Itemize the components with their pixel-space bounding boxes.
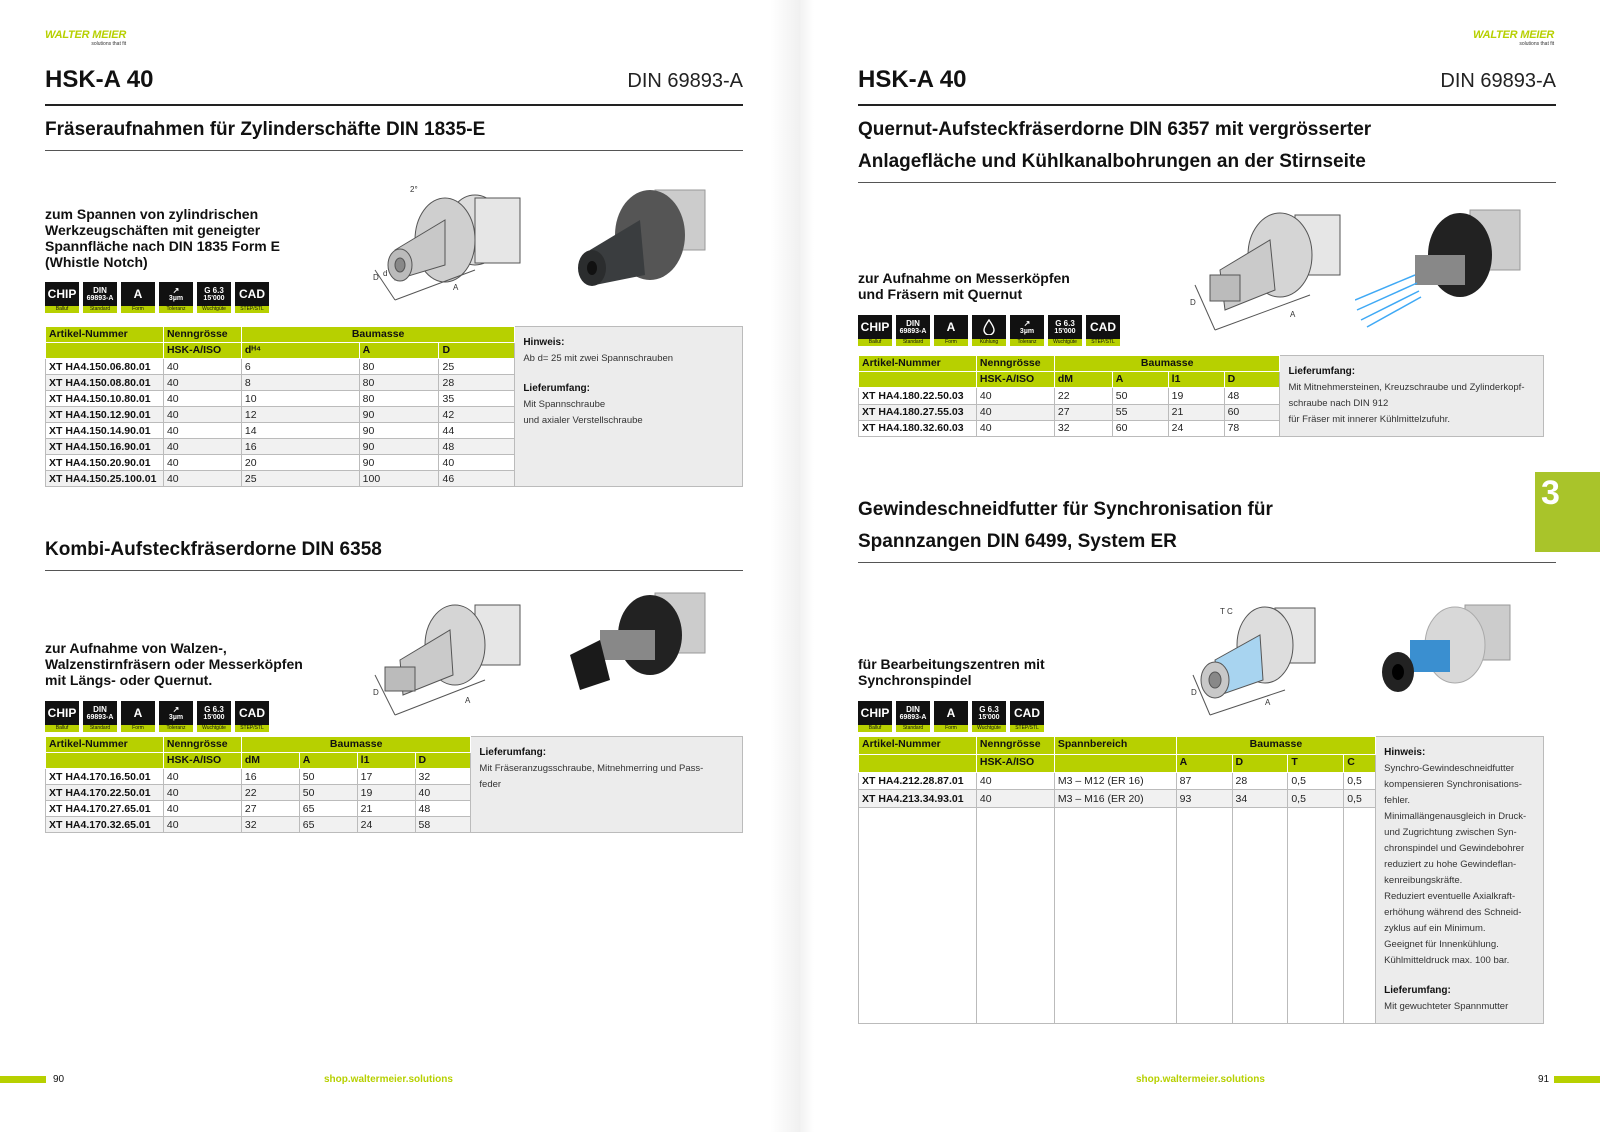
section-description: zur Aufnahme von Walzen-, Walzenstirnfräsern oder Messerköpfen mit Längs- oder Quernut. (45, 640, 303, 688)
svg-text:d: d (383, 269, 388, 278)
table-row: XT HA4.150.08.80.01 40 8 80 28 (46, 375, 743, 391)
page-title: HSK-A 40 (858, 66, 967, 93)
feature-badges (45, 701, 269, 732)
table-row: XT HA4.180.27.55.03 40 27 55 21 60 (859, 404, 1544, 420)
standard-label: DIN 69893-A (1440, 70, 1556, 92)
section-title: Fräseraufnahmen für Zylinderschäfte DIN 1835-E (45, 114, 743, 151)
table-row: XT HA4.150.16.90.01 40 16 90 48 (46, 439, 743, 455)
page-number: 90 (53, 1074, 65, 1085)
footer-bar (0, 1076, 46, 1083)
shop-link[interactable]: shop.waltermeier.solutions (1136, 1074, 1265, 1085)
feature-badges (858, 701, 1044, 732)
badge-chip: CHIP Balluf (45, 701, 79, 732)
water-drop-icon (982, 319, 996, 335)
table-row: XT HA4.180.32.60.03 40 32 60 24 78 (859, 420, 1544, 436)
product-photo (570, 180, 720, 290)
svg-text:A: A (453, 283, 459, 292)
table-row: XT HA4.170.32.65.01 40 32 65 24 58 (46, 817, 743, 833)
table-row: XT HA4.213.34.93.01 40 M3 – M16 (ER 20) 93 34 0,5 0,5 (859, 790, 1544, 808)
badge-chip: CHIP Balluf (45, 282, 79, 313)
badge-balance: G 6.3 15'000 Wuchtgüte (197, 701, 231, 732)
badge-cooling: Kühlung (972, 315, 1006, 346)
table-row: XT HA4.150.14.90.01 40 14 90 44 (46, 423, 743, 439)
product-table: Artikel-Nummer Nenngrösse Baumasse Lieferumfang: Mit Fräseranzugsschraube, Mitnehmerring und Pass- feder HSK-A/ISO dM A l1 D XT HA4.170.16.50.01 40 16 50 17 32 XT HA4.170.22.50.01 40 22 50 19 40 XT HA4.170.27.65.01 40 27 65 21 48 XT HA4.170.32.65.01 40 32 65 24 58 (45, 736, 743, 833)
product-photo (1355, 205, 1530, 340)
svg-text:A: A (1290, 310, 1296, 319)
badge-cad[interactable]: CAD STEP/STL (235, 282, 269, 313)
badge-din: DIN 69893-A Standard (83, 282, 117, 313)
table-row: XT HA4.170.16.50.01 40 16 50 17 32 (46, 769, 743, 785)
badge-cad[interactable]: CAD STEP/STL (1010, 701, 1044, 732)
product-table: Artikel-Nummer Nenngrösse Spannbereich Baumasse Hinweis: Synchro-Gewindeschneidfutter kompensieren Synchronisations- fehler. Minimallängenausgleich in Druck- und Zugrichtung zwischen Syn- chronspindel und Gewindebohrer reduziert zu hohe Gewindeflan- kenreibungskräfte. Reduziert eventuelle Axialkraft- erhöhung während des Schneid- zyklus auf ein Minimum. Geeignet für Innenkühlung. Kühlmitteldruck max. 100 bar. Lieferumfang: Mit gewuchteter Spannmutter HSK-A/ISO A D T C XT HA4.212.28.87.01 40 M3 – M12 (ER 16) 87 28 0,5 0,5 XT HA4.213.34.93.01 40 M3 – M16 (ER 20) 93 34 0,5 0,5 (858, 736, 1544, 1024)
table-row: XT HA4.150.06.80.01 40 6 80 25 (46, 359, 743, 375)
shop-link[interactable]: shop.waltermeier.solutions (324, 1074, 453, 1085)
section-title: Gewindeschneidfutter für Synchronisation für Spannzangen DIN 6499, System ER (858, 494, 1556, 563)
product-photo (1370, 600, 1520, 710)
table-note: Hinweis: Ab d= 25 mit zwei Spannschrauben Lieferumfang: Mit Spannschraube und axialer Verstellschraube (515, 327, 743, 487)
svg-text:2°: 2° (410, 185, 418, 194)
section-title: Quernut-Aufsteckfräserdorne DIN 6357 mit vergrösserter Anlagefläche und Kühlkanalbohrungen an der Stirnseite (858, 114, 1556, 183)
table-row: XT HA4.150.25.100.01 40 25 100 46 (46, 471, 743, 487)
tolerance-arrow-icon: ↗ (172, 704, 180, 714)
badge-balance: G 6.3 15'000 Wuchtgüte (972, 701, 1006, 732)
section-description: für Bearbeitungszentren mit Synchronspindel (858, 656, 1045, 688)
badge-din: DIN 69893-A Standard (896, 315, 930, 346)
table-row: XT HA4.150.12.90.01 40 12 90 42 (46, 407, 743, 423)
table-row: XT HA4.212.28.87.01 40 M3 – M12 (ER 16) 87 28 0,5 0,5 (859, 772, 1544, 790)
right-page (800, 0, 1600, 1132)
page-title: HSK-A 40 (45, 66, 154, 93)
badge-tolerance: ↗ 3µm Toleranz (159, 282, 193, 313)
svg-text:D: D (1191, 688, 1197, 697)
badge-cad[interactable]: CAD STEP/STL (1086, 315, 1120, 346)
badge-tolerance: ↗ 3µm Toleranz (1010, 315, 1044, 346)
badge-balance: G 6.3 15'000 Wuchtgüte (197, 282, 231, 313)
badge-din: DIN 69893-A Standard (83, 701, 117, 732)
svg-text:D: D (373, 688, 379, 697)
table-row: XT HA4.170.22.50.01 40 22 50 19 40 (46, 785, 743, 801)
section-title: Kombi-Aufsteckfräserdorne DIN 6358 (45, 534, 743, 571)
brand-logo: WALTER MEIER solutions that fit (45, 29, 127, 47)
table-note: Lieferumfang: Mit Fräseranzugsschraube, Mitnehmerring und Pass- feder (471, 737, 743, 833)
page-header (45, 66, 743, 106)
badge-form: A Form (934, 701, 968, 732)
svg-text:D: D (373, 273, 379, 282)
chapter-tab[interactable]: 3 (1535, 472, 1600, 552)
svg-text:T C: T C (1220, 607, 1233, 616)
svg-text:A: A (1265, 698, 1271, 707)
tolerance-arrow-icon: ↗ (172, 285, 180, 295)
table-note: Hinweis: Synchro-Gewindeschneidfutter kompensieren Synchronisations- fehler. Minimallängenausgleich in Druck- und Zugrichtung zwischen Syn- chronspindel und Gewindebohrer reduziert zu hohe Gewindeflan- kenreibungskräfte. Reduziert eventuelle Axialkraft- erhöhung während des Schneid- zyklus auf ein Minimum. Geeignet für Innenkühlung. Kühlmitteldruck max. 100 bar. Lieferumfang: Mit gewuchteter Spannmutter (1376, 737, 1544, 1024)
badge-din: DIN 69893-A Standard (896, 701, 930, 732)
product-table: Artikel-Nummer Nenngrösse Baumasse Lieferumfang: Mit Mitnehmersteinen, Kreuzschraube und Zylinderkopf- schraube nach DIN 912 für Fräser mit innerer Kühlmittelzufuhr. HSK-A/ISO dM A l1 D XT HA4.180.22.50.03 40 22 50 19 48 XT HA4.180.27.55.03 40 27 55 21 60 XT HA4.180.32.60.03 40 32 60 24 78 (858, 355, 1544, 437)
badge-form: A Form (121, 701, 155, 732)
badge-chip: CHIP Balluf (858, 701, 892, 732)
badge-cad[interactable]: CAD STEP/STL (235, 701, 269, 732)
table-row: XT HA4.170.27.65.01 40 27 65 21 48 (46, 801, 743, 817)
product-table: Artikel-Nummer Nenngrösse Baumasse Hinweis: Ab d= 25 mit zwei Spannschrauben Lieferumfang: Mit Spannschraube und axialer Verstellschraube HSK-A/ISO dᴴ⁴ A D XT HA4.150.06.80.01 40 6 80 25 XT HA4.150.08.80.01 40 8 80 28 XT HA4.150.10.80.01 40 10 80 35 XT HA4.150.12.90.01 40 12 90 42 XT HA4.150.14.90.01 40 14 90 44 XT HA4.150.16.90.01 40 16 90 48 XT HA4.150.20.90.01 40 20 90 40 XT HA4.150.25.100.01 40 25 100 46 (45, 326, 743, 487)
badge-chip: CHIP Balluf (858, 315, 892, 346)
table-note: Lieferumfang: Mit Mitnehmersteinen, Kreuzschraube und Zylinderkopf- schraube nach DIN 912 für Fräser mit innerer Kühlmittelzufuhr. (1280, 356, 1544, 437)
technical-drawing (1180, 205, 1350, 340)
table-row: XT HA4.180.22.50.03 40 22 50 19 48 (859, 388, 1544, 404)
brand-logo: WALTER MEIER solutions that fit (1473, 29, 1555, 47)
footer-bar (1554, 1076, 1600, 1083)
svg-text:A: A (465, 696, 471, 705)
technical-drawing (1185, 600, 1325, 730)
product-photo (560, 585, 720, 695)
badge-balance: G 6.3 15'000 Wuchtgüte (1048, 315, 1082, 346)
badge-tolerance: ↗ 3µm Toleranz (159, 701, 193, 732)
feature-badges (45, 282, 269, 313)
standard-label: DIN 69893-A (627, 70, 743, 92)
technical-drawing (365, 180, 535, 310)
feature-badges (858, 315, 1120, 346)
badge-form: A Form (121, 282, 155, 313)
section-description: zur Aufnahme on Messerköpfen und Fräsern mit Quernut (858, 270, 1070, 302)
section-description: zum Spannen von zylindrischen Werkzeugschäften mit geneigter Spannfläche nach DIN 1835 Form E (Whistle Notch) (45, 206, 280, 270)
badge-form: A Form (934, 315, 968, 346)
tolerance-arrow-icon: ↗ (1023, 318, 1031, 328)
page-header (858, 66, 1556, 106)
svg-text:D: D (1190, 298, 1196, 307)
technical-drawing (365, 595, 535, 725)
page-number: 91 (1538, 1074, 1550, 1085)
table-row: XT HA4.150.20.90.01 40 20 90 40 (46, 455, 743, 471)
table-row: XT HA4.150.10.80.01 40 10 80 35 (46, 391, 743, 407)
